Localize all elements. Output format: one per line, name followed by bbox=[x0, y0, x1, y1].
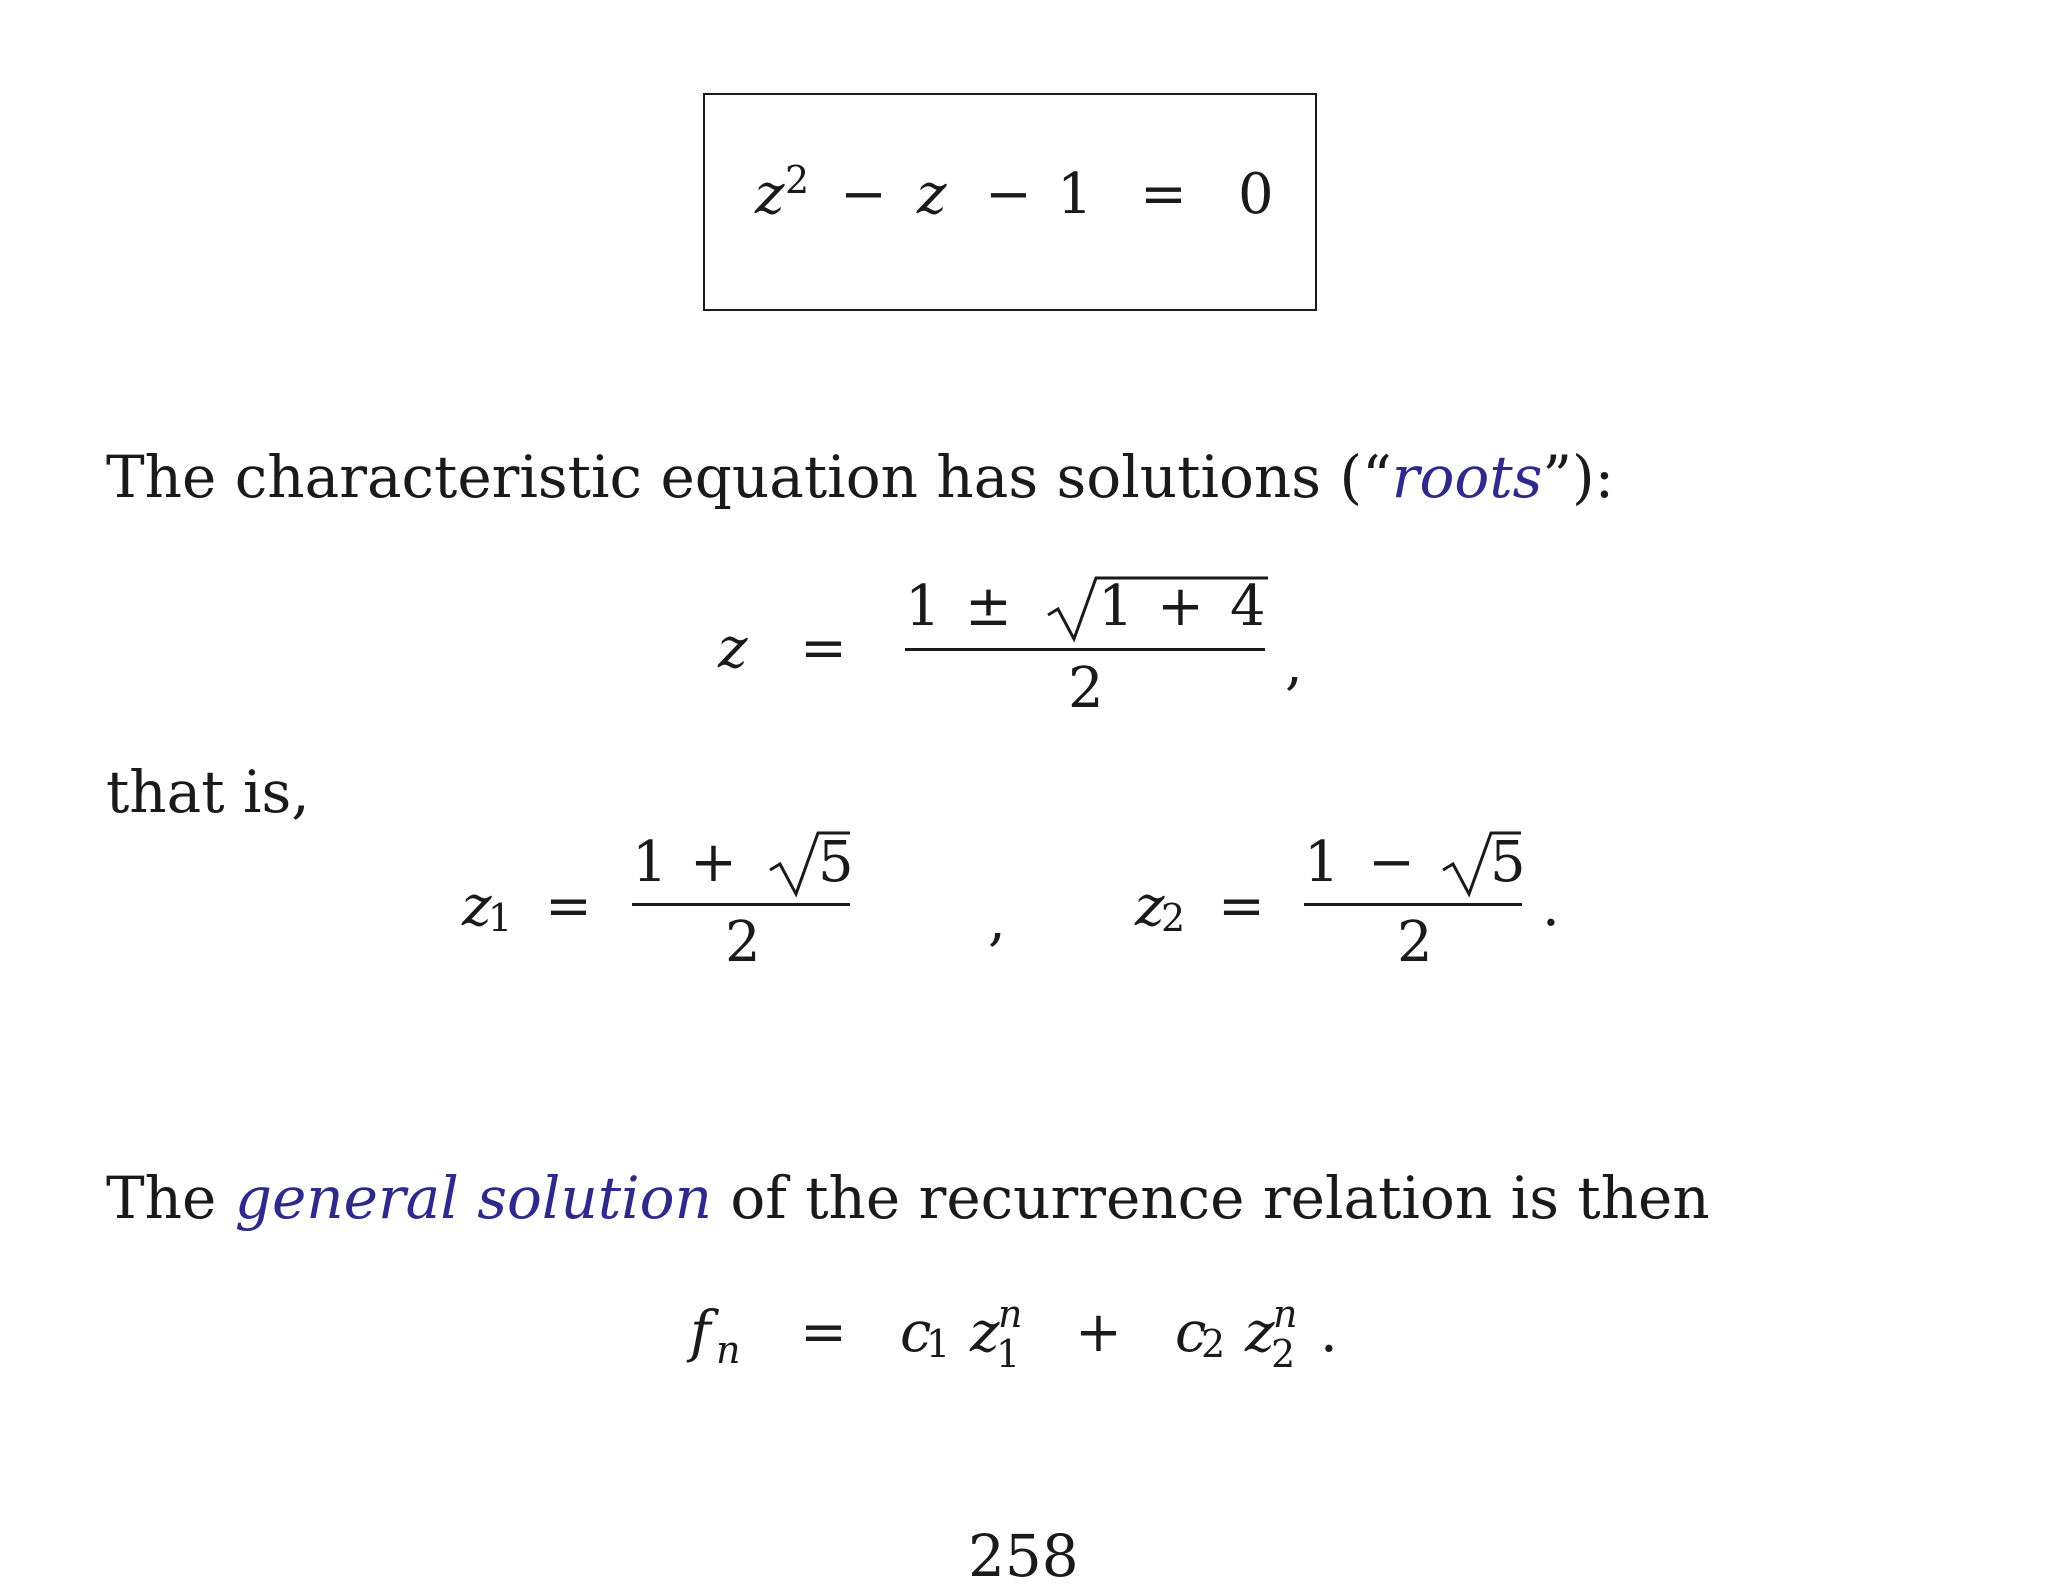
z1-plus: + bbox=[690, 830, 737, 895]
eq-z: z bbox=[755, 162, 785, 227]
z1-radicand: 5 bbox=[818, 830, 854, 895]
emphasis-general-solution: general solution bbox=[234, 1164, 712, 1232]
z2-subscript: 2 bbox=[1161, 896, 1186, 940]
gs-equals: = bbox=[800, 1300, 847, 1365]
gs-c1-subscript: 1 bbox=[926, 1322, 951, 1366]
eq-z-linear: z bbox=[917, 162, 947, 227]
z2-radicand: 5 bbox=[1490, 830, 1526, 895]
gs-plus: + bbox=[1075, 1300, 1122, 1365]
z2-lhs: z bbox=[1135, 874, 1165, 939]
gs-z2: z bbox=[1245, 1300, 1275, 1365]
roots-num-one: 1 bbox=[905, 574, 941, 639]
eq-exponent: 2 bbox=[785, 158, 810, 202]
eq-equals: = bbox=[1140, 162, 1187, 227]
roots-plus-minus: ± bbox=[965, 574, 1012, 639]
z1-equals: = bbox=[545, 874, 592, 939]
z2-minus: − bbox=[1368, 830, 1415, 895]
z2-denominator: 2 bbox=[1397, 910, 1433, 975]
paragraph-roots-tail: ”): bbox=[1542, 443, 1615, 511]
paragraph-general-text: The bbox=[106, 1164, 235, 1232]
roots-comma: , bbox=[1285, 632, 1303, 697]
gs-period: . bbox=[1320, 1300, 1338, 1365]
roots-radicand-1: 1 bbox=[1098, 574, 1134, 639]
gs-f: f bbox=[690, 1300, 711, 1365]
eq-minus-1: − bbox=[840, 162, 887, 227]
z1-num-one: 1 bbox=[632, 830, 668, 895]
z2-num-one: 1 bbox=[1304, 830, 1340, 895]
gs-z1-superscript: n bbox=[998, 1292, 1023, 1336]
gs-z1: z bbox=[970, 1300, 1000, 1365]
paragraph-general-solution bbox=[106, 1164, 1710, 1232]
roots-lhs: z bbox=[718, 616, 748, 681]
paragraph-roots bbox=[106, 443, 1614, 511]
roots-radicand-plus: + bbox=[1157, 574, 1204, 639]
paragraph-general-tail: of the recurrence relation is then bbox=[711, 1164, 1710, 1232]
eq-minus-2: − bbox=[985, 162, 1032, 227]
gs-z2-subscript: 2 bbox=[1271, 1332, 1296, 1376]
gs-z2-superscript: n bbox=[1273, 1292, 1298, 1336]
gs-c2: c bbox=[1175, 1300, 1207, 1365]
z1-lhs: z bbox=[462, 874, 492, 939]
gs-c2-subscript: 2 bbox=[1201, 1322, 1226, 1366]
gs-c1: c bbox=[900, 1300, 932, 1365]
eq-one: 1 bbox=[1057, 162, 1093, 227]
z2-equals: = bbox=[1218, 874, 1265, 939]
roots-equals: = bbox=[800, 616, 847, 681]
paragraph-roots-text: The characteristic equation has solutions (“ bbox=[106, 443, 1392, 511]
gs-z1-subscript: 1 bbox=[996, 1332, 1021, 1376]
emphasis-roots: roots bbox=[1391, 443, 1543, 511]
fraction-bar bbox=[632, 903, 850, 906]
fraction-bar bbox=[905, 648, 1265, 651]
paragraph-that-is: that is, bbox=[106, 758, 310, 826]
fraction-bar bbox=[1304, 903, 1522, 906]
roots-radicand-4: 4 bbox=[1230, 574, 1266, 639]
z2-period: . bbox=[1542, 874, 1560, 939]
roots-denominator: 2 bbox=[1068, 656, 1104, 721]
z1-comma: , bbox=[988, 888, 1006, 953]
z1-subscript: 1 bbox=[488, 896, 513, 940]
eq-zero: 0 bbox=[1238, 162, 1274, 227]
z1-denominator: 2 bbox=[725, 910, 761, 975]
page-number: 258 bbox=[968, 1522, 1079, 1590]
gs-f-subscript: n bbox=[716, 1328, 741, 1372]
